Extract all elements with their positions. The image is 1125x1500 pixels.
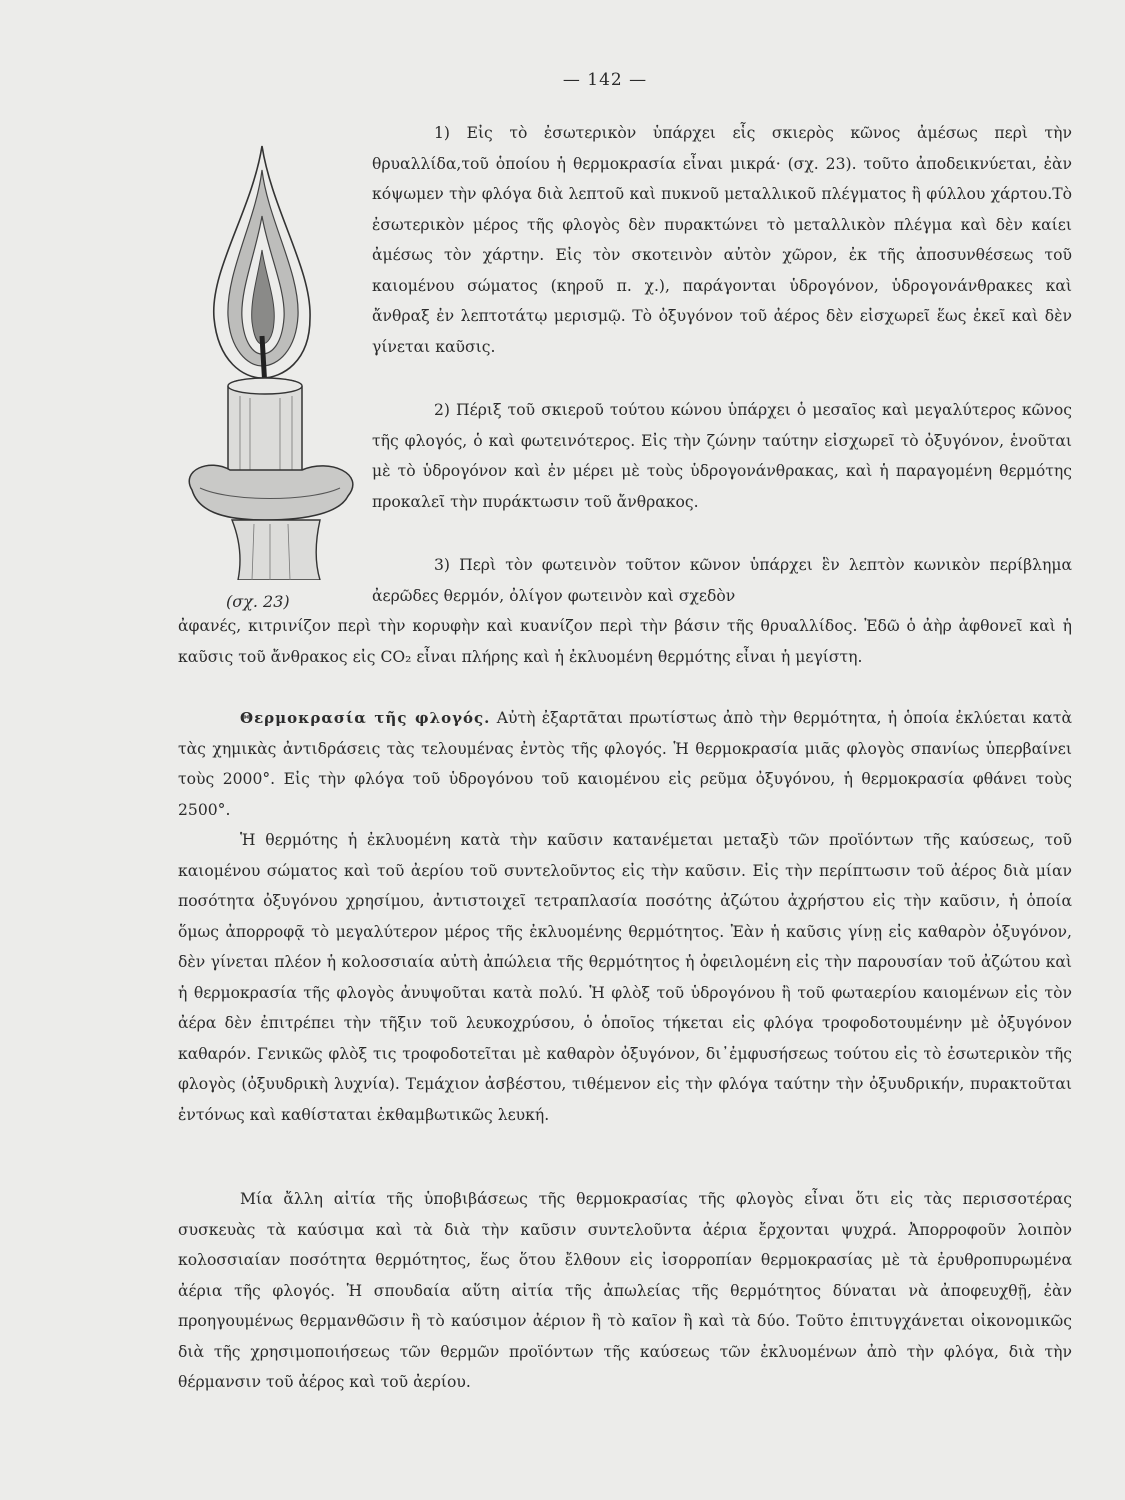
section-heading: Θερμοκρασία τῆς φλογός. <box>240 709 491 727</box>
paragraph-6: Μία ἄλλη αἰτία τῆς ὑποβιβάσεως τῆς θερμοκρασίας τῆς φλογὸς εἶναι ὅτι εἰς τὰς περισσοτέρας συσκευὰς τὰ καύσιμα καὶ τὰ διὰ τὴν καῦσιν συντελοῦντα ἀέρια ἔρχονται ψυχρά. Ἀπορροφοῦν λοιπὸν κολοσσιαίαν ποσότητα θερμότητος, ἕως ὅτου ἔλθουν εἰς ἰσορροπίαν θερμοκρασίας μὲ τὰ ἐρυθροπυρωμένα ἀέρια τῆς φλογός. Ἡ σπουδαία αὕτη αἰτία τῆς ἀπωλείας τῆς θερμότητος δύναται νὰ ἀποφευχθῇ, ἐὰν προηγουμένως θερμανθῶσιν ἢ τὸ καύσιμον ἀέριον ἢ τὸ καῖον ἢ καὶ τὰ δύο. Τοῦτο ἐπιτυγχάνεται οἰκονομικῶς διὰ τῆς χρησιμοποιήσεως τῶν θερμῶν προϊόντων τῆς καύσεως τῶν ἐκλυομένων ἀπὸ τὴν φλόγα, διὰ τὴν θέρμανσιν τοῦ ἀέρος καὶ τοῦ ἀερίου. <box>178 1190 1072 1391</box>
paragraph-2: 2) Πέριξ τοῦ σκιεροῦ τούτου κώνου ὑπάρχει ὁ μεσαῖος καὶ μεγαλύτερος κῶνος τῆς φλογός, ὁ καὶ φωτεινότερος. Εἰς τὴν ζώνην ταύτην εἰσχωρεῖ τὸ ὀξυγόνον, ἑνοῦται μὲ τὸ ὑδρογόνον καὶ ἐν μέρει μὲ τοὺς ὑδρογονάνθρακας, καὶ ἡ παραγομένη θερμότης προκαλεῖ τὴν πυράκτωσιν τοῦ ἄνθρακος. <box>372 401 1072 511</box>
paragraph-4 <box>178 703 1072 825</box>
figure-caption: (σχ. 23) <box>226 592 290 611</box>
paragraph-5: Ἡ θερμότης ἡ ἐκλυομένη κατὰ τὴν καῦσιν κατανέμεται μεταξὺ τῶν προϊόντων τῆς καύσεως, τοῦ καιομένου σώματος καὶ τοῦ ἀερίου τοῦ συντελοῦντος εἰς τὴν καῦσιν. Εἰς τὴν περίπτωσιν τοῦ ἀέρος διὰ μίαν ποσότητα ὀξυγόνου χρησίμου, ἀντιστοιχεῖ τετραπλασία ποσότης ἀζώτου ἀχρήστου εἰς τὴν καῦσιν, ἡ ὁποία ὅμως ἀπορροφᾷ τὸ μεγαλύτερον μέρος τῆς ἐκλυομένης θερμότητος. Ἐὰν ἡ καῦσις γίνῃ εἰς καθαρὸν ὀξυγόνον, δὲν γίνεται πλέον ἡ κολοσσιαία αὐτὴ ἀπώλεια τῆς θερμότητος ἡ ὀφειλομένη εἰς τὴν παρουσίαν τοῦ ἀζώτου καὶ ἡ θερμοκρασία τῆς φλογὸς ἀνυψοῦται κατὰ πολύ. Ἡ φλὸξ τοῦ ὑδρογόνου ἢ τοῦ φωταερίου καιομένων εἰς τὸν ἀέρα δὲν ἐπιτρέπει τὴν τῆξιν τοῦ λευκοχρύσου, ὁ ὁποῖος τήκεται εἰς φλόγα τροφοδοτουμένην μὲ ὀξυγόνον καθαρόν. Γενικῶς φλὸξ τις τροφοδοτεῖται μὲ καθαρὸν ὀξυγόνον, δι᾿ἐμφυσήσεως τούτου εἰς τὸ ἐσωτερικὸν τῆς φλογὸς (ὀξυυδρικὴ λυχνία). Τεμάχιον ἀσβέστου, τιθέμενον εἰς τὴν φλόγα ταύτην τὴν ὀξυυδρικήν, πυρακτοῦται ἐντόνως καὶ καθίσταται ἐκθαμβωτικῶς λευκή. <box>178 831 1072 1124</box>
paragraph-4-text: Αὐτὴ ἐξαρτᾶται πρωτίστως ἀπὸ τὴν θερμότητα, ἡ ὁποία ἐκλύεται κατὰ τὰς χημικὰς ἀντιδράσεις τὰς τελουμένας ἐντὸς τῆς φλογός. Ἡ θερμοκρασία μιᾶς φλογὸς σπανίως ὑπερβαίνει τοὺς 2000°. Εἰς τὴν φλόγα τοῦ ὑδρογόνου τοῦ καιομένου εἰς ρεῦμα ὀξυγόνου, ἡ θερμοκρασία φθάνει τοὺς 2500°. <box>178 709 1072 819</box>
candle-flame-illustration <box>170 140 370 580</box>
candle-figure <box>170 140 370 600</box>
page-number: — 142 — <box>562 70 648 90</box>
paragraph-3-start: 3) Περὶ τὸν φωτεινὸν τοῦτον κῶνον ὑπάρχει ἓν λεπτὸν κωνικὸν περίβλημα ἀερῶδες θερμόν, ὀλίγον φωτεινὸν καὶ σχεδὸν <box>372 556 1072 605</box>
paragraph-1: 1) Εἰς τὸ ἐσωτερικὸν ὑπάρχει εἷς σκιερὸς κῶνος ἀμέσως περὶ τὴν θρυαλλίδα,τοῦ ὁποίου ἡ θερμοκρασία εἶναι μικρά· (σχ. 23). τοῦτο ἀποδεικνύεται, ἐὰν κόψωμεν τὴν φλόγα διὰ λεπτοῦ καὶ πυκνοῦ μεταλλικοῦ πλέγματος ἢ φύλλου χάρτου.Τὸ ἐσωτερικὸν μέρος τῆς φλογὸς δὲν πυρακτώνει τὸ μεταλλικὸν πλέγμα καὶ δὲν καίει ἀμέσως τὸν χάρτην. Εἰς τὸν σκοτεινὸν αὐτὸν χῶρον, ἐκ τῆς ἀποσυνθέσεως τοῦ καιομένου σώματος (κηροῦ π. χ.), παράγονται ὑδρογόνον, ὑδρογονάνθρακες καὶ ἄνθραξ ἐν λεπτοτάτῳ μερισμῷ. Τὸ ὀξυγόνον τοῦ ἀέρος δὲν εἰσχωρεῖ ἕως ἐκεῖ καὶ δὲν γίνεται καῦσις. <box>372 124 1072 356</box>
paragraph-3-continued: ἀφανές, κιτρινίζον περὶ τὴν κορυφὴν καὶ κυανίζον περὶ τὴν βάσιν τῆς θρυαλλίδος. Ἐδῶ ὁ ἀὴρ ἀφθονεῖ καὶ ἡ καῦσις τοῦ ἄνθρακος εἰς CO₂ εἶναι πλήρης καὶ ἡ ἐκλυομένη θερμότης εἶναι ἡ μεγίστη. <box>178 617 1072 666</box>
